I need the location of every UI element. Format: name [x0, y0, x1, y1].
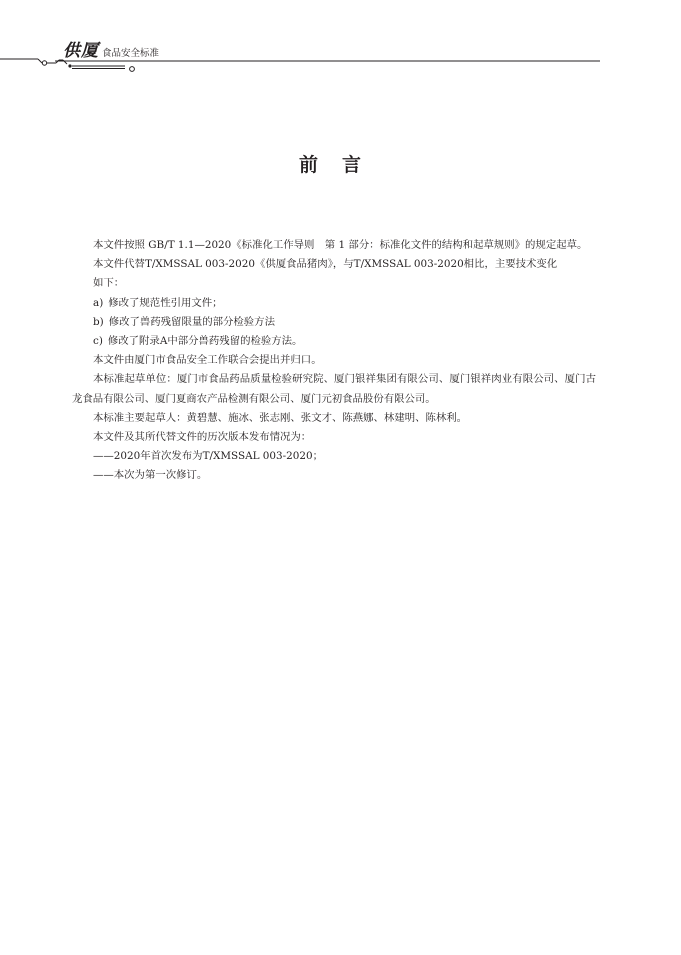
paragraph-replacement-cont: 如下：	[93, 277, 125, 290]
page-title: 前言	[298, 154, 385, 176]
list-item	[72, 332, 596, 351]
paragraph-history-revision: ——本次为第一次修订。	[93, 469, 208, 482]
paragraph-drafting-rules: 本文件按照 GB/T 1.1—2020《标准化工作导则 第 1 部分：标准化文件的结构和起草规则》的规定起草。	[93, 239, 588, 251]
list-item	[72, 294, 596, 313]
brand-logo: 供厦	[63, 41, 99, 61]
page-header	[0, 0, 681, 80]
list-text: 修改了兽药残留限量的部分检验方法	[108, 315, 275, 328]
header-circuit-line	[0, 56, 600, 76]
brand-subtitle: 食品安全标准	[102, 48, 160, 59]
list-marker: c)	[93, 335, 103, 348]
paragraph-proposer: 本文件由厦门市食品安全工作联合会提出并归口。	[93, 354, 322, 367]
list-text: 修改了附录A中部分兽药残留的检验方法。	[107, 335, 303, 348]
paragraph-drafters: 本标准主要起草人：黄碧慧、施冰、张志刚、张文才、陈燕娜、林建明、陈林利。	[93, 411, 468, 424]
paragraph-history-intro: 本文件及其所代替文件的历次版本发布情况为：	[93, 431, 312, 444]
list-item	[72, 313, 596, 332]
list-text: 修改了规范性引用文件；	[108, 296, 223, 309]
list-marker: a)	[93, 296, 104, 309]
document-body	[72, 236, 596, 486]
paragraph-replacement: 本文件代替T/XMSSAL 003-2020《供厦食品猪肉》，与T/XMSSAL 003-2020相比，主要技术变化	[93, 258, 558, 271]
paragraph-drafting-units: 本标准起草单位：厦门市食品药品质量检验研究院、厦门银祥集团有限公司、厦门银祥肉业有限公司、厦门古龙食品有限公司、厦门夏商农产品检测有限公司、厦门元初食品股份有限公司。	[72, 373, 596, 405]
paragraph-history-first: ——2020年首次发布为T/XMSSAL 003-2020；	[93, 450, 323, 463]
list-marker: b)	[93, 315, 104, 328]
